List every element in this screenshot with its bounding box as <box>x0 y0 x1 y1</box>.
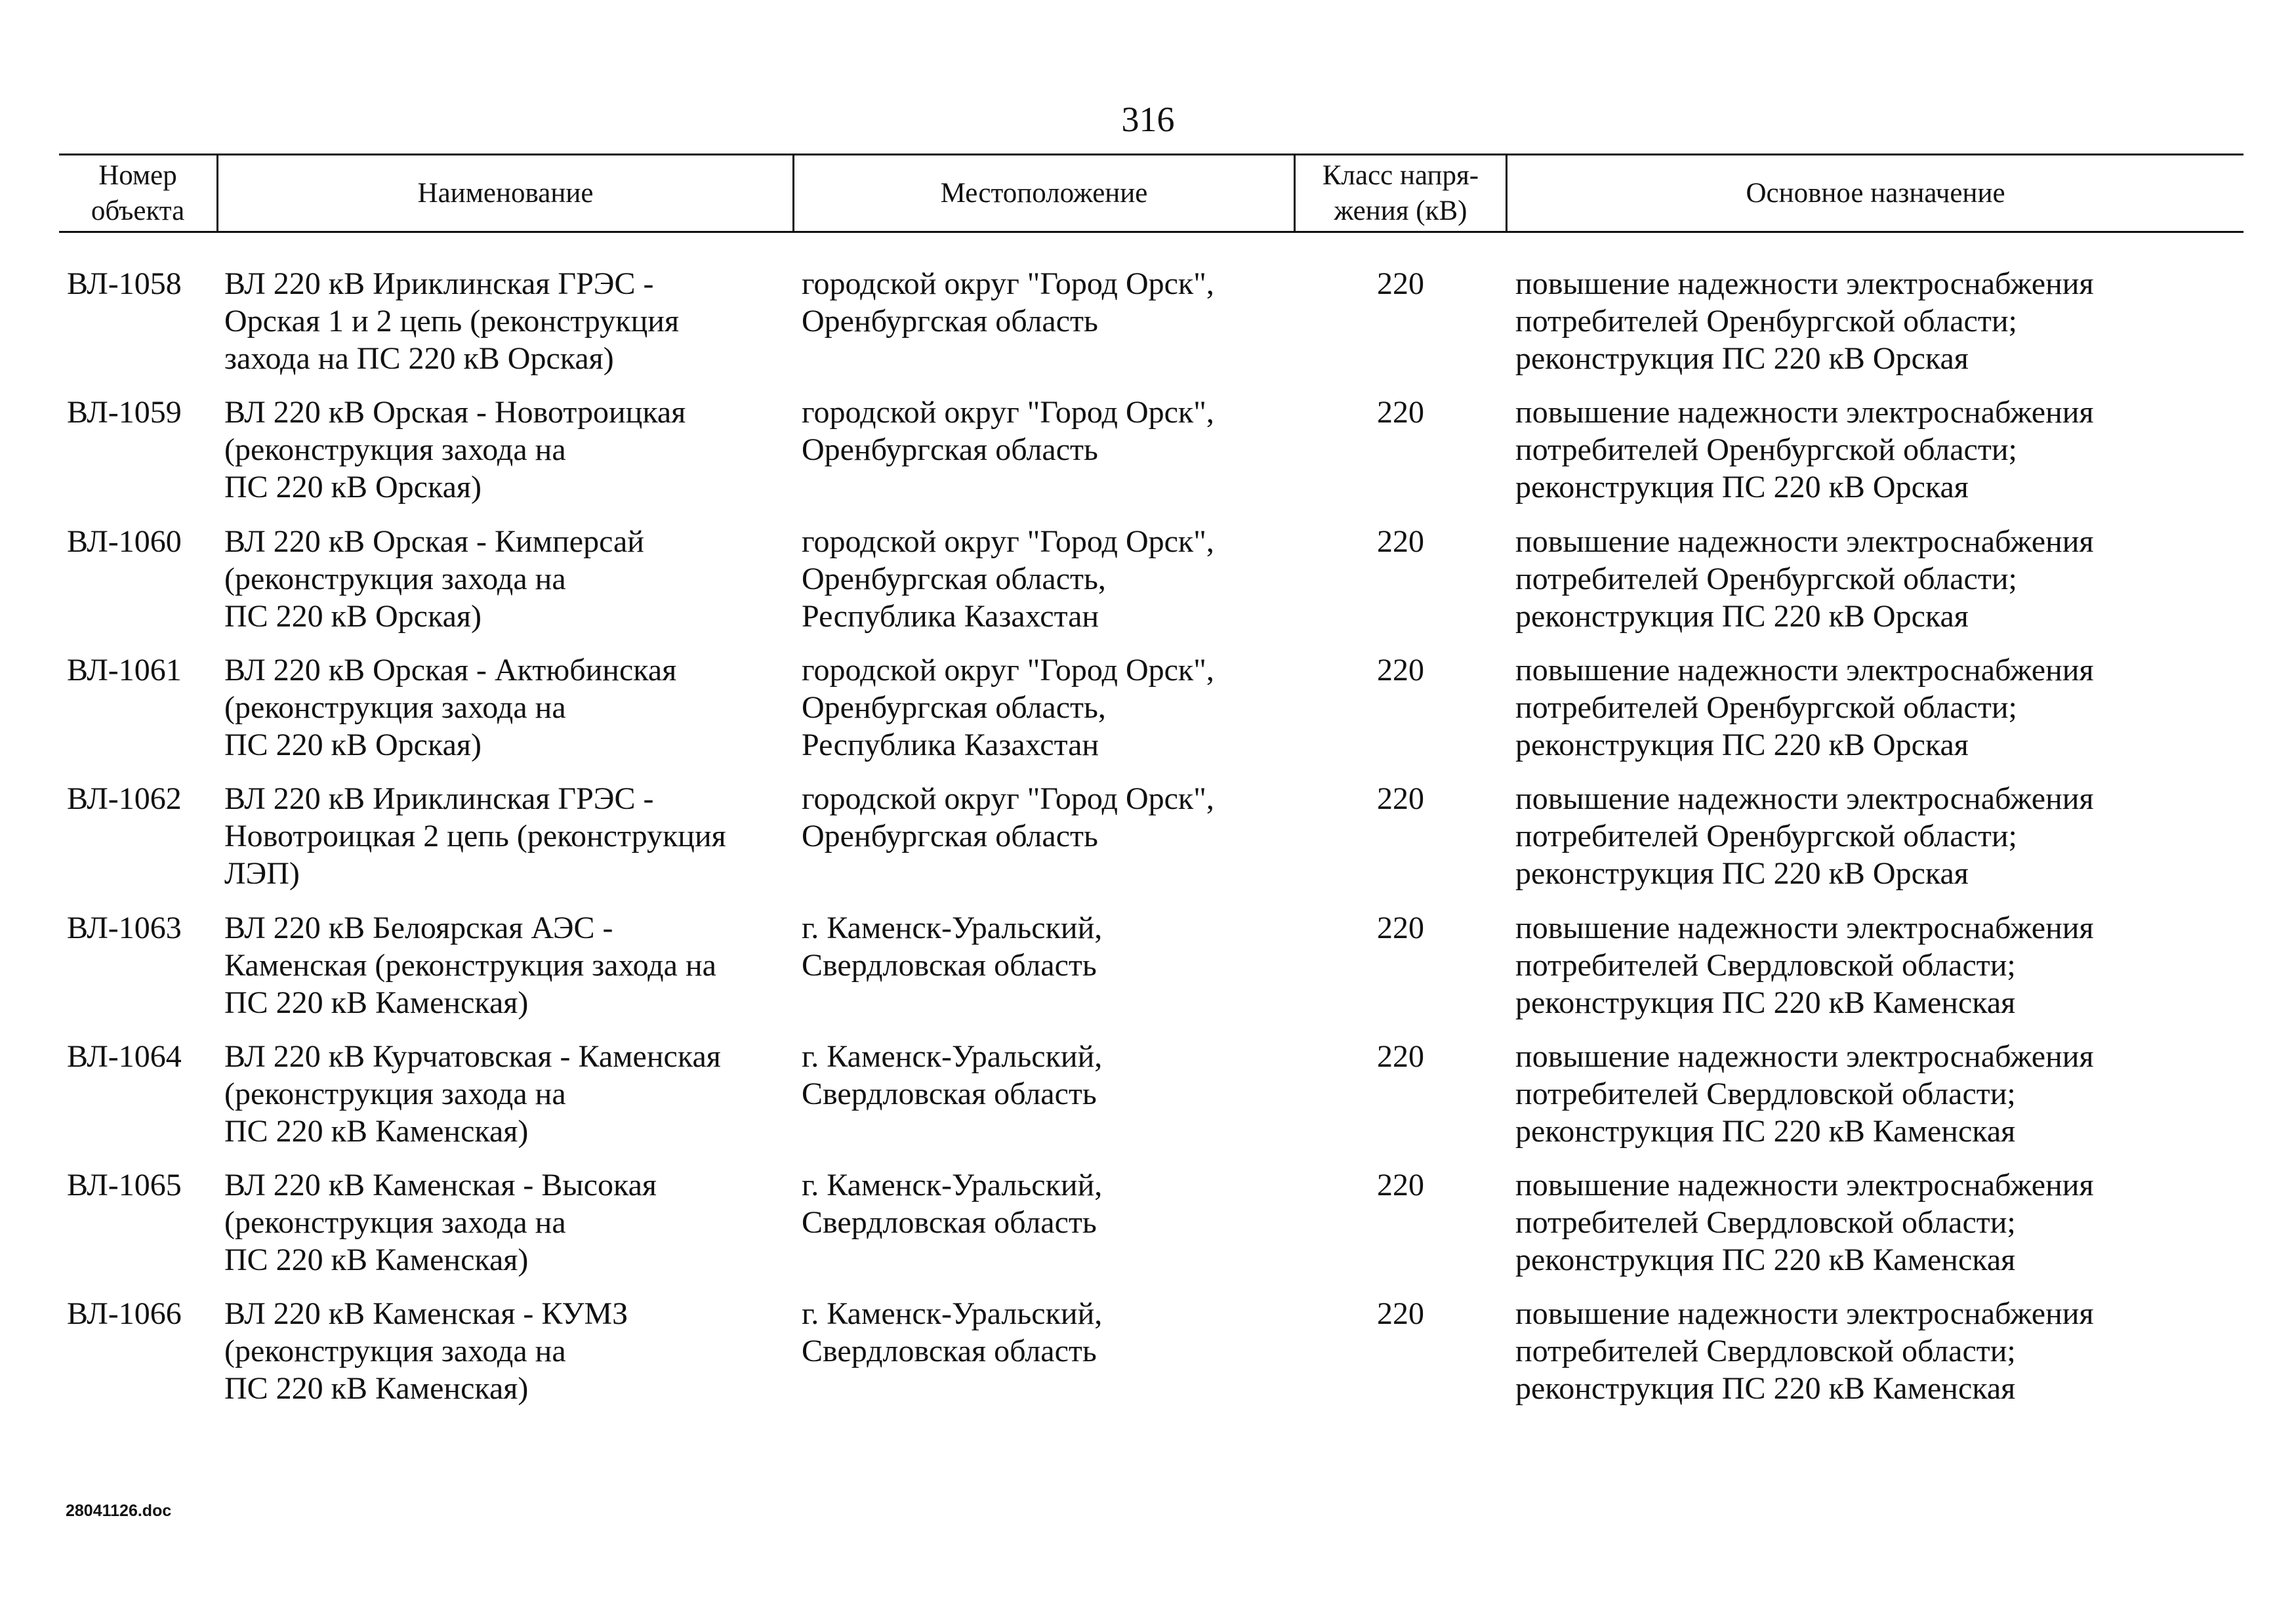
cell-name <box>224 394 686 506</box>
cell-name-line: ПС 220 кВ Орская) <box>224 728 482 762</box>
cell-purpose-line: потребителей Оренбургской области; <box>1515 562 2017 596</box>
cell-voltage: 220 <box>1377 653 1424 688</box>
header-voltage-class <box>1296 155 1506 231</box>
cell-name-line: (реконструкция захода на <box>224 1205 566 1240</box>
cell-id: ВЛ-1066 <box>67 1296 182 1331</box>
cell-id: ВЛ-1063 <box>67 911 182 945</box>
cell-name-line: ВЛ 220 кВ Ириклинская ГРЭС - <box>224 266 654 301</box>
cell-voltage: 220 <box>1377 911 1424 945</box>
cell-purpose-line: реконструкция ПС 220 кВ Каменская <box>1515 985 2016 1020</box>
cell-location-line: Оренбургская область, <box>802 562 1106 596</box>
cell-purpose-line: повышение надежности электроснабжения <box>1515 781 2094 816</box>
cell-location-line: Свердловская область <box>802 948 1097 983</box>
cell-purpose-line: реконструкция ПС 220 кВ Орская <box>1515 856 1969 891</box>
header-purpose: Основное назначение <box>1746 177 2005 209</box>
cell-purpose <box>1515 651 2094 764</box>
cell-purpose-line: потребителей Свердловской области; <box>1515 1205 2016 1240</box>
cell-purpose-line: реконструкция ПС 220 кВ Каменская <box>1515 1371 2016 1406</box>
cell-purpose-line: повышение надежности электроснабжения <box>1515 266 2094 301</box>
cell-name <box>224 651 676 764</box>
cell-name-line: ВЛ 220 кВ Каменская - КУМЗ <box>224 1296 628 1331</box>
cell-location-line: городской округ "Город Орск", <box>802 653 1214 688</box>
cell-name <box>224 780 726 892</box>
cell-purpose-line: повышение надежности электроснабжения <box>1515 911 2094 945</box>
header-object-number-line2: объекта <box>91 195 185 226</box>
cell-name <box>224 1295 628 1407</box>
cell-name-line: ПС 220 кВ Каменская) <box>224 1371 529 1406</box>
cell-name-line: ПС 220 кВ Каменская) <box>224 985 529 1020</box>
header-name: Наименование <box>417 177 594 209</box>
cell-name-line: (реконструкция захода на <box>224 1334 566 1368</box>
cell-id: ВЛ-1058 <box>67 266 182 301</box>
cell-purpose <box>1515 780 2094 892</box>
cell-location <box>802 1295 1102 1370</box>
cell-name-line: ВЛ 220 кВ Ириклинская ГРЭС - <box>224 781 654 816</box>
cell-voltage: 220 <box>1377 524 1424 559</box>
cell-voltage: 220 <box>1377 1296 1424 1331</box>
cell-location <box>802 394 1214 468</box>
cell-purpose-line: повышение надежности электроснабжения <box>1515 653 2094 688</box>
cell-voltage: 220 <box>1377 395 1424 430</box>
cell-purpose-line: реконструкция ПС 220 кВ Орская <box>1515 599 1969 634</box>
cell-name-line: ВЛ 220 кВ Каменская - Высокая <box>224 1168 657 1202</box>
cell-location <box>802 265 1214 340</box>
cell-name-line: ВЛ 220 кВ Орская - Актюбинская <box>224 653 677 688</box>
cell-location-line: Свердловская область <box>802 1334 1097 1368</box>
cell-purpose-line: потребителей Оренбургской области; <box>1515 690 2017 725</box>
cell-purpose-line: потребителей Свердловской области; <box>1515 1077 2016 1111</box>
cell-name-line: (реконструкция захода на <box>224 432 566 467</box>
cell-location-line: Республика Казахстан <box>802 599 1099 634</box>
cell-purpose-line: потребителей Свердловской области; <box>1515 948 2016 983</box>
cell-name-line: ПС 220 кВ Орская) <box>224 470 482 504</box>
header-bottom-rule <box>59 231 2244 233</box>
cell-name-line: (реконструкция захода на <box>224 1077 566 1111</box>
cell-name <box>224 909 716 1021</box>
cell-name-line: (реконструкция захода на <box>224 690 566 725</box>
cell-name-line: ПС 220 кВ Каменская) <box>224 1243 529 1277</box>
cell-purpose <box>1515 265 2094 377</box>
cell-purpose-line: потребителей Свердловской области; <box>1515 1334 2016 1368</box>
cell-id: ВЛ-1065 <box>67 1168 182 1202</box>
cell-purpose-line: потребителей Оренбургской области; <box>1515 304 2017 339</box>
cell-location-line: городской округ "Город Орск", <box>802 781 1214 816</box>
cell-location-line: г. Каменск-Уральский, <box>802 1296 1103 1331</box>
cell-purpose-line: реконструкция ПС 220 кВ Орская <box>1515 470 1969 504</box>
cell-location-line: Оренбургская область <box>802 819 1098 853</box>
cell-purpose <box>1515 394 2094 506</box>
cell-name-line: ВЛ 220 кВ Орская - Новотроицкая <box>224 395 686 430</box>
cell-location-line: Свердловская область <box>802 1205 1097 1240</box>
cell-id: ВЛ-1061 <box>67 653 182 688</box>
cell-location-line: г. Каменск-Уральский, <box>802 911 1103 945</box>
cell-name <box>224 1038 721 1150</box>
cell-purpose-line: реконструкция ПС 220 кВ Орская <box>1515 341 1969 376</box>
cell-id: ВЛ-1062 <box>67 781 182 816</box>
cell-voltage: 220 <box>1377 266 1424 301</box>
cell-purpose-line: повышение надежности электроснабжения <box>1515 395 2094 430</box>
cell-voltage: 220 <box>1377 1039 1424 1074</box>
cell-id: ВЛ-1060 <box>67 524 182 559</box>
cell-purpose-line: реконструкция ПС 220 кВ Орская <box>1515 728 1969 762</box>
cell-purpose <box>1515 1295 2094 1407</box>
cell-name-line: захода на ПС 220 кВ Орская) <box>224 341 614 376</box>
cell-name-line: ВЛ 220 кВ Орская - Кимперсай <box>224 524 644 559</box>
header-object-number-line1: Номер <box>98 159 177 191</box>
cell-name <box>224 1166 657 1279</box>
cell-voltage: 220 <box>1377 781 1424 816</box>
cell-purpose-line: потребителей Оренбургской области; <box>1515 819 2017 853</box>
cell-name-line: ПС 220 кВ Каменская) <box>224 1114 529 1149</box>
cell-location-line: г. Каменск-Уральский, <box>802 1039 1103 1074</box>
cell-purpose-line: реконструкция ПС 220 кВ Каменская <box>1515 1114 2016 1149</box>
cell-location-line: Оренбургская область <box>802 304 1098 339</box>
cell-name-line: Орская 1 и 2 цепь (реконструкция <box>224 304 680 339</box>
header-location: Местоположение <box>940 177 1148 209</box>
document-filename: 28041126.doc <box>66 1502 172 1520</box>
cell-name <box>224 523 644 635</box>
cell-location <box>802 651 1214 764</box>
cell-name-line: ВЛ 220 кВ Белоярская АЭС - <box>224 911 613 945</box>
cell-purpose-line: повышение надежности электроснабжения <box>1515 1296 2094 1331</box>
cell-id: ВЛ-1064 <box>67 1039 182 1074</box>
cell-purpose <box>1515 523 2094 635</box>
cell-location-line: городской округ "Город Орск", <box>802 266 1214 301</box>
cell-id: ВЛ-1059 <box>67 395 182 430</box>
cell-name-line: (реконструкция захода на <box>224 562 566 596</box>
cell-location-line: Оренбургская область, <box>802 690 1106 725</box>
cell-purpose-line: потребителей Оренбургской области; <box>1515 432 2017 467</box>
cell-location-line: городской округ "Город Орск", <box>802 395 1214 430</box>
cell-location <box>802 780 1214 855</box>
cell-name-line: Новотроицкая 2 цепь (реконструкция <box>224 819 726 853</box>
page-number: 316 <box>1121 100 1175 139</box>
cell-purpose-line: повышение надежности электроснабжения <box>1515 1168 2094 1202</box>
cell-name-line: Каменская (реконструкция захода на <box>224 948 716 983</box>
header-voltage-line2: жения (кВ) <box>1334 195 1467 226</box>
cell-location-line: Оренбургская область <box>802 432 1098 467</box>
cell-purpose-line: реконструкция ПС 220 кВ Каменская <box>1515 1243 2016 1277</box>
cell-location-line: городской округ "Город Орск", <box>802 524 1214 559</box>
header-object-number <box>59 155 216 231</box>
cell-name-line: ВЛ 220 кВ Курчатовская - Каменская <box>224 1039 721 1074</box>
cell-purpose <box>1515 909 2094 1021</box>
cell-purpose-line: повышение надежности электроснабжения <box>1515 524 2094 559</box>
cell-name-line: ЛЭП) <box>224 856 300 891</box>
cell-name-line: ПС 220 кВ Орская) <box>224 599 482 634</box>
cell-purpose <box>1515 1166 2094 1279</box>
cell-location-line: Свердловская область <box>802 1077 1097 1111</box>
cell-location <box>802 1166 1102 1241</box>
cell-location <box>802 523 1214 635</box>
cell-purpose-line: повышение надежности электроснабжения <box>1515 1039 2094 1074</box>
cell-purpose <box>1515 1038 2094 1150</box>
header-voltage-line1: Класс напря- <box>1322 159 1479 191</box>
cell-name <box>224 265 679 377</box>
cell-location <box>802 909 1102 984</box>
cell-location <box>802 1038 1102 1113</box>
cell-location-line: г. Каменск-Уральский, <box>802 1168 1103 1202</box>
cell-voltage: 220 <box>1377 1168 1424 1202</box>
cell-location-line: Республика Казахстан <box>802 728 1099 762</box>
